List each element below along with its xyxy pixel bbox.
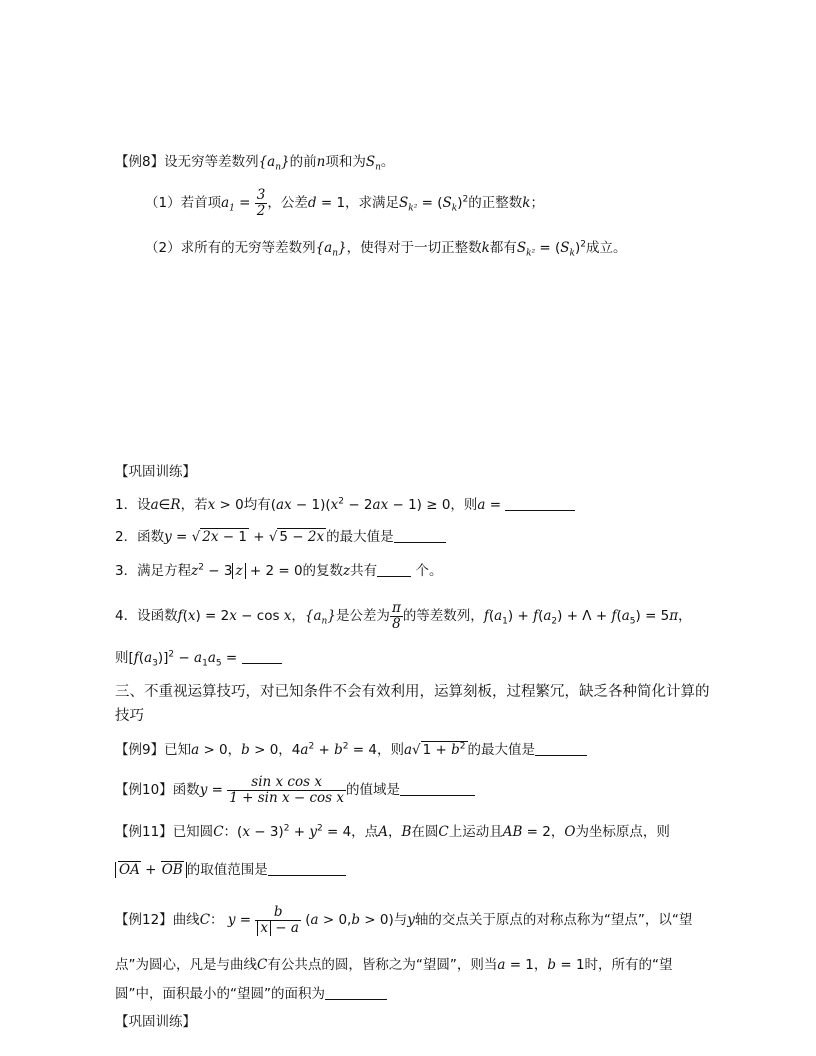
example-label: 【例11】 [115,824,173,840]
example-8-stem: 【例8】设无穷等差数列$\{a_n\}$的前n项和为$S_n$。 [115,154,395,173]
example-label: 【例10】 [115,782,173,798]
example-8-q2: （2）求所有的无穷等差数列$\{a_n\}$，使得对于一切正整数k都有$S_{k^2} = (S_k)^2$成立。 [145,239,627,259]
practice-heading-2: 【巩固训练】 [115,1014,196,1030]
example-12-cont-2: 圆”中，面积最小的“望圆”的面积为 [115,984,387,1004]
example-11-cont: OA + OB 的取值范围是 [115,858,346,882]
example-label: 【例12】 [115,912,173,928]
practice-item-2: 2．函数y = √ 2x − 1 + √ 5 − 2x 的最大值是 [115,527,446,547]
practice-item-1: 1．设a∈R，若x > 0均有$(ax - 1)(x^2 - 2ax - 1) \ge 0$，则a = [115,495,575,515]
example-label: 【例9】 [115,742,165,758]
practice-item-4-cont: 则$[f(a_3)]^2 - a_1a_5$ = [115,648,282,668]
practice-heading: 【巩固训练】 [115,464,196,480]
practice-item-4: 4．设函数f(x) = 2x − cos x，$\{a_n\}$是公差为 $\frac{\pi}{8}$ 的等差数列，$f(a_1) + f(a_2) + \Lambda + f(a_5) = 5\pi$， [115,599,692,632]
example-12-cont-1: 点”为圆心，凡是与曲线C有公共点的圆，皆称之为“望圆”，则当a = 1，b = 1时，所有的“望 [115,957,673,973]
example-8-q1: （1）若首项$a_1$ = $\frac{3}{2}$ ，公差d = 1，求满足$S_{k^2} = (S_k)^2$的正整数k； [145,186,544,219]
example-10: 【例10】函数y = $\frac{\text{sin x cos x}}{\text{1 + sin x − cos x}}$ 的值域是 [115,770,475,810]
section-3-title: 三、不重视运算技巧，对已知条件不会有效利用，运算刻板，过程繁冗，缺乏各种简化计算的技巧 [115,684,710,724]
example-label: 【例8】 [115,154,165,170]
example-11: 【例11】已知圆C：$(x - 3)^2 + y^2 = 4$，点A，B在圆C上运动且AB = 2，O为坐标原点，则 [115,823,670,840]
example-9: 【例9】已知a > 0，b > 0，$4a^2 + b^2 = 4$，则a√ $1 + b^2$ 的最大值是 [115,740,587,760]
practice-item-3: 3．满足方程$z^2 - 3$ z + 2 = 0的复数z共有 个。 [115,562,443,579]
example-12: 【例12】曲线C： y = $\frac{b}{x - a}$ (a > 0,b > 0)与y轴的交点关于原点的对称点称为“望点”，以“望 [115,903,693,936]
